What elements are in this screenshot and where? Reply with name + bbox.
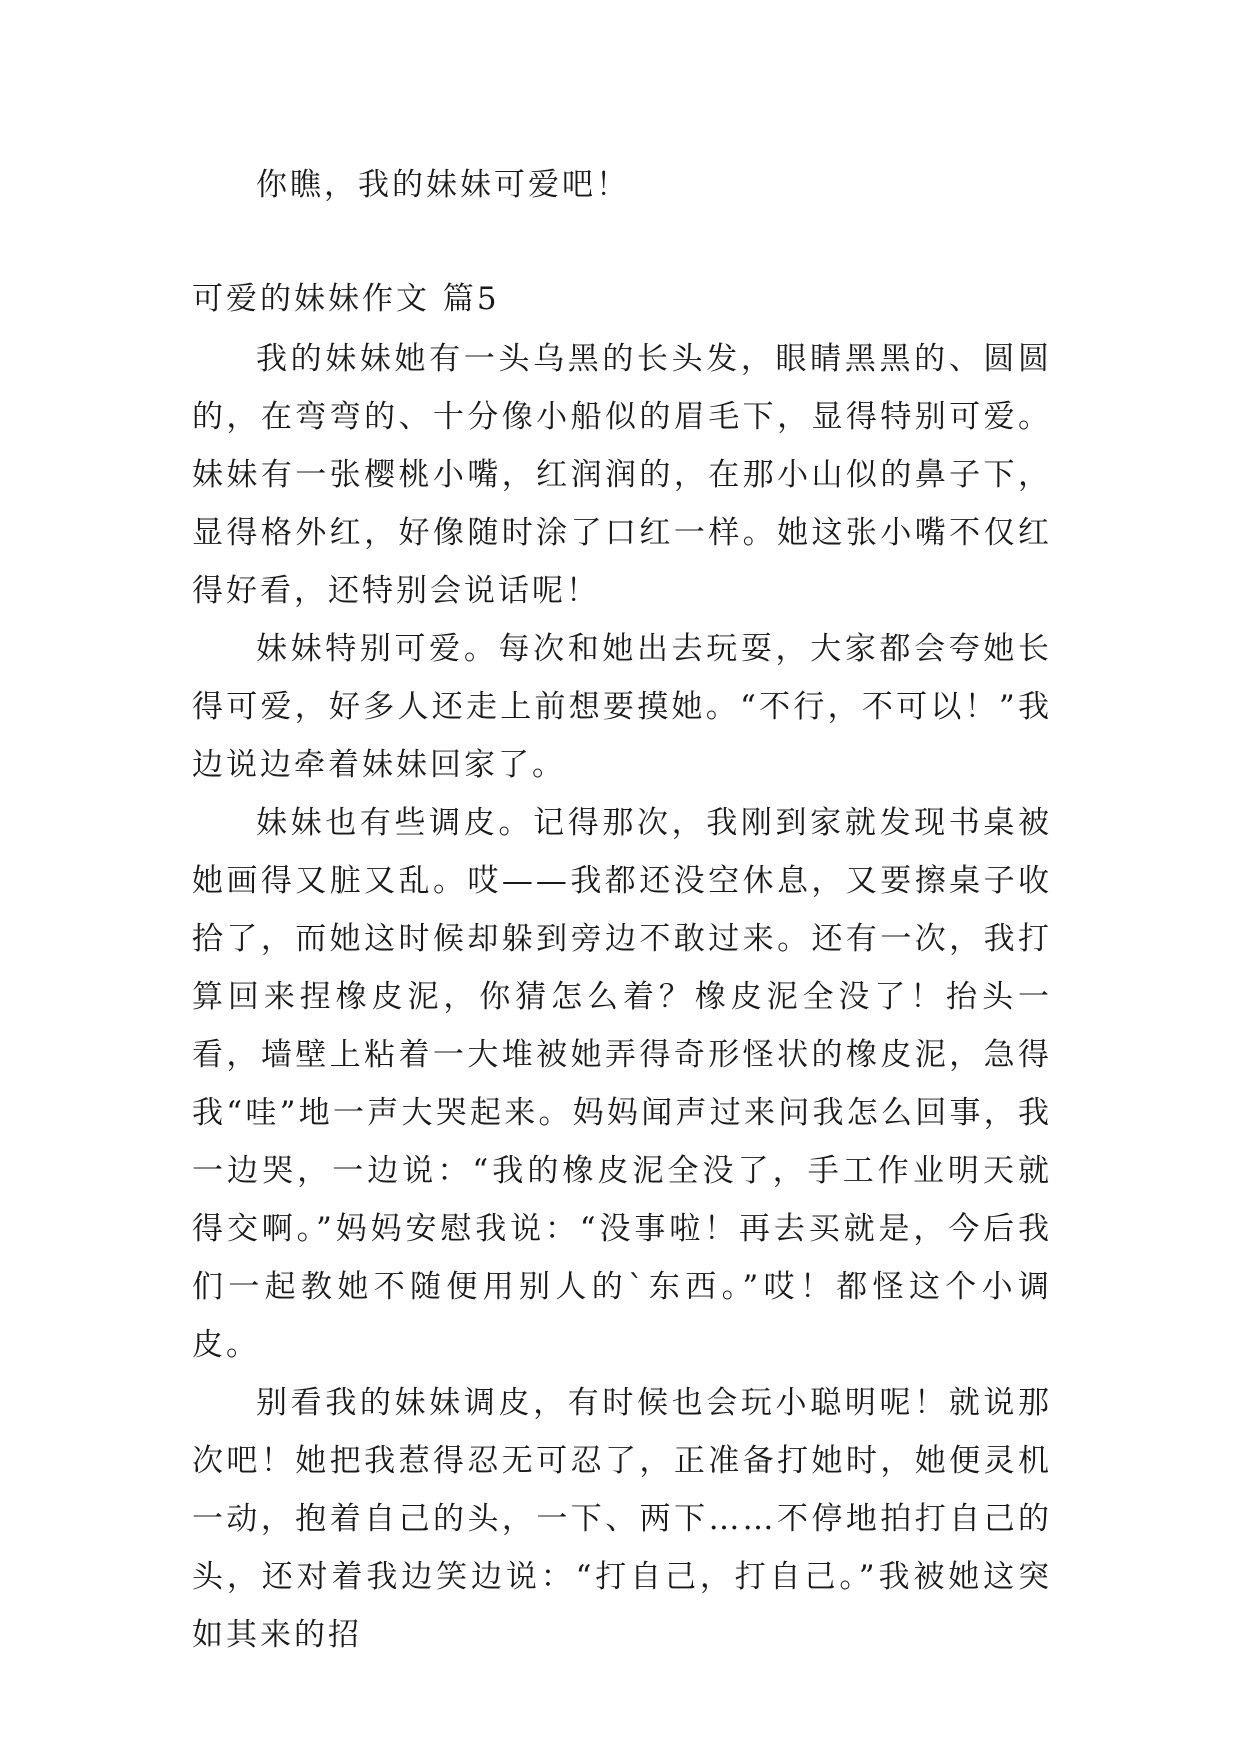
intro-line: 你瞧，我的妹妹可爱吧！ [256, 167, 630, 203]
paragraph: 别看我的妹妹调皮，有时候也会玩小聪明呢！就说那次吧！她把我惹得忍无可忍了，正准备打她时，她便灵机一动，抱着自己的头，一下、两下……不停地拍打自己的头，还对着我边笑边说：“打自己，打自己。”我被她这突如其来的招 [192, 1385, 1052, 1653]
paragraph: 妹妹也有些调皮。记得那次，我刚到家就发现书桌被她画得又脏又乱。哎——我都还没空休息，又要擦桌子收拾了，而她这时候却躲到旁边不敢过来。还有一次，我打算回来捏橡皮泥，你猜怎么着？橡皮泥全没了！抬头一看，墙壁上粘着一大堆被她弄得奇形怪状的橡皮泥，急得我“哇”地一声大哭起来。妈妈闻声过来问我怎么回事，我一边哭，一边说：“我的橡皮泥全没了，手工作业明天就得交啊。”妈妈安慰我说：“没事啦！再去买就是，今后我们一起教她不随便用别人的`东西。”哎！都怪这个小调皮。 [192, 805, 1052, 1363]
paragraph: 我的妹妹她有一头乌黑的长头发，眼睛黑黑的、圆圆的，在弯弯的、十分像小船似的眉毛下，显得特别可爱。妹妹有一张樱桃小嘴，红润润的，在那小山似的鼻子下，显得格外红，好像随时涂了口红一样。她这张小嘴不仅红得好看，还特别会说话呢！ [192, 341, 1052, 609]
paragraph: 妹妹特别可爱。每次和她出去玩耍，大家都会夸她长得可爱，好多人还走上前想要摸她。“不行，不可以！”我边说边牵着妹妹回家了。 [192, 631, 1052, 783]
section-title: 可爱的妹妹作文 篇5 [192, 281, 500, 317]
essay-body [192, 330, 1052, 1664]
